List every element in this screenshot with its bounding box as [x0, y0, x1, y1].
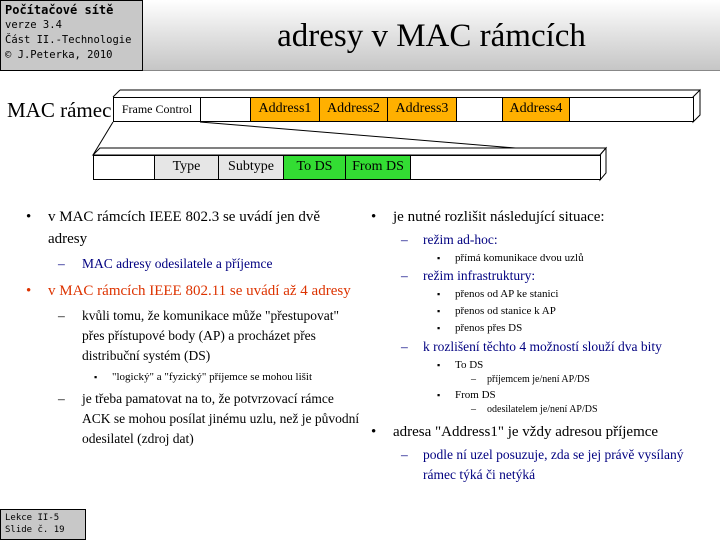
field-body	[569, 97, 694, 122]
bullet-tods-sub: – příjemcem je/není AP/DS	[365, 373, 717, 387]
part-label: Část II.-Technologie	[5, 34, 132, 46]
bullet-infra-2: ▪ přenos od stanice k AP	[365, 303, 717, 319]
course-title: Počítačové sítě	[5, 3, 114, 17]
bullet-infra-3: ▪ přenos přes DS	[365, 320, 717, 336]
right-column	[365, 206, 717, 488]
field-address1: Address1	[250, 97, 320, 122]
slide-info-box	[0, 509, 86, 540]
bullet-infra-1: ▪ přenos od AP ke stanici	[365, 286, 717, 302]
bullet-80211-sub1: – kvůli tomu, že komunikace může "přestupovat" přes přístupové body (AP) a procházet přes distribuční systém (DS)	[20, 306, 360, 366]
slide-title: adresy v MAC rámcích	[277, 18, 586, 54]
bullet-situations: • je nutné rozlišit následující situace:	[365, 206, 717, 228]
bullet-adhoc-sub: ▪ přímá komunikace dvou uzlů	[365, 250, 717, 266]
mac-frame-label: MAC rámec	[7, 98, 112, 122]
field-from-ds: From DS	[345, 155, 411, 180]
bullet-tods: ▪ To DS	[365, 357, 717, 373]
bullet-fromds-sub: – odesilatelem je/není AP/DS	[365, 403, 717, 417]
bullet-adhoc: – režim ad-hoc:	[365, 230, 717, 250]
field-version	[93, 155, 155, 180]
bullet-8023-sub: – MAC adresy odesilatele a příjemce	[20, 254, 360, 274]
bullet-address1-sub: – podle ní uzel posuzuje, zda se jej právě vysílaný rámec týká či netýká	[365, 445, 717, 485]
field-address2: Address2	[319, 97, 388, 122]
field-to-ds: To DS	[283, 155, 346, 180]
field-duration	[200, 97, 251, 122]
left-column	[20, 206, 360, 452]
bullet-80211-sub1-sub: ▪ "logický" a "fyzický" příjemce se mohou lišit	[20, 369, 360, 385]
slide-number: Slide č. 19	[5, 525, 65, 535]
field-type: Type	[154, 155, 219, 180]
bullet-80211-sub2: – je třeba pamatovat na to, že potvrzovací rámce ACK se mohou posílat jinému uzlu, než je původní odesilatel (zdroj dat)	[20, 389, 360, 449]
bullet-80211: • v MAC rámcích IEEE 802.11 se uvádí až 4 adresy	[20, 280, 360, 302]
lesson-label: Lekce II-5	[5, 513, 60, 523]
bullet-distinguish: – k rozlišení těchto 4 možností slouží dva bity	[365, 337, 717, 357]
field-frame-control: Frame Control	[113, 97, 201, 122]
author-label: © J.Peterka, 2010	[5, 49, 113, 61]
bullet-8023: • v MAC rámcích IEEE 802.3 se uvádí jen dvě adresy	[20, 206, 360, 250]
field-flags	[410, 155, 601, 180]
field-address3: Address3	[387, 97, 457, 122]
version-label: verze 3.4	[5, 19, 62, 31]
bullet-address1: • adresa "Address1" je vždy adresou příjemce	[365, 421, 717, 443]
field-address4: Address4	[502, 97, 570, 122]
field-subtype: Subtype	[218, 155, 284, 180]
field-sequence	[456, 97, 503, 122]
bullet-fromds: ▪ From DS	[365, 387, 717, 403]
bullet-infra: – režim infrastruktury:	[365, 266, 717, 286]
